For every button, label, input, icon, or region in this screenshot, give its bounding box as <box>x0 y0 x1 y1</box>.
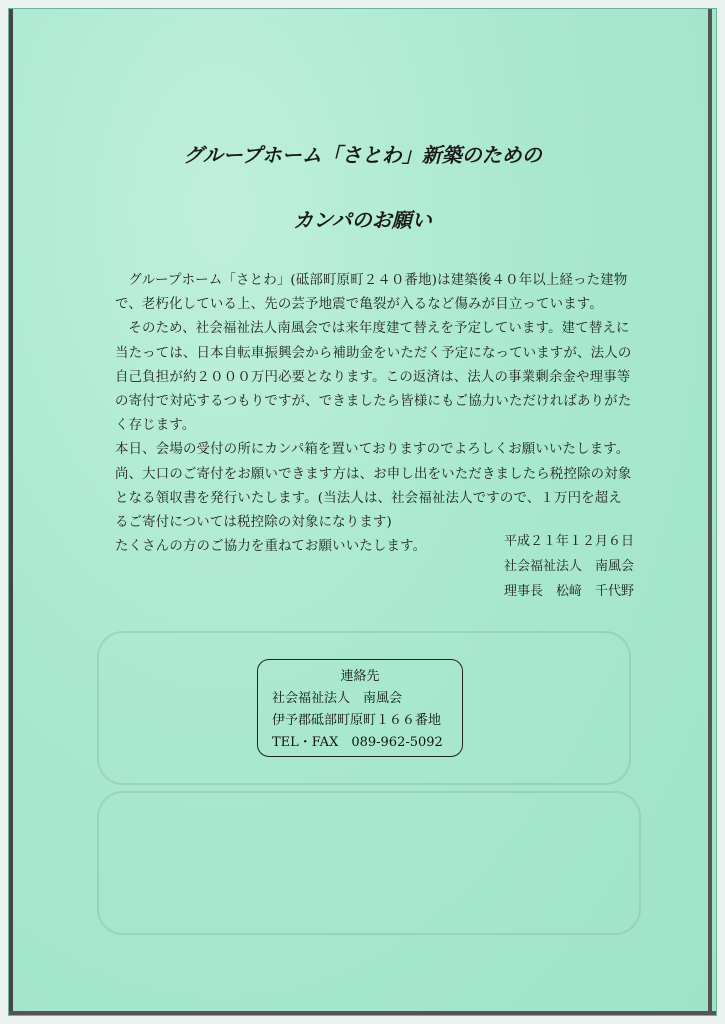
page-edge-bottom <box>9 1011 716 1015</box>
paragraph: 本日、会場の受付の所にカンパ箱を置いておりますのでよろしくお願いいたします。 <box>115 442 630 458</box>
signature-date: 平成２１年１２月６日 <box>504 534 635 549</box>
signature-person: 理事長 松﨑 千代野 <box>504 584 635 599</box>
contact-heading: 連絡先 <box>340 669 380 684</box>
signature-block <box>504 529 634 604</box>
contact-address: 伊予郡砥部町原町１６６番地 <box>272 713 442 728</box>
document-page <box>8 8 717 1016</box>
contact-phone: TEL・FAX 089-962-5092 <box>272 735 443 750</box>
show-through-box <box>97 791 641 935</box>
paragraph: グループホーム「さとわ」(砥部町原町２４０番地)は建築後４０年以上経った建物で、老朽化している上、先の芸予地震で亀裂が入るなど傷みが目立っています。 <box>115 273 628 313</box>
paragraph: 尚、大口のご寄付をお願いできます方は、お申し出をいただきましたら税控除の対象となる領収書を発行いたします。(当法人は、社会福祉法人ですので、１万円を超えるご寄付については税控除の対象になります) <box>115 466 632 531</box>
contact-box <box>257 659 463 757</box>
title-line-1: グループホーム「さとわ」新築のための <box>183 143 542 167</box>
signature-org: 社会福祉法人 南風会 <box>504 559 635 574</box>
paragraph: たくさんの方のご協力を重ねてお願いいたします。 <box>115 539 427 555</box>
paragraph: そのため、社会福祉法人南風会では来年度建て替えを予定しています。建て替えに当たっては、日本自転車振興会から補助金をいただく予定になっていますが、法人の自己負担が約２０００万円必要となります。この返済は、法人の事業剰余金や理事等の寄付で対応するつもりですが、できましたら皆様にもご協力いただければありがたく存じます。 <box>115 321 632 434</box>
body-text <box>115 269 635 559</box>
title-line-2: カンパのお願い <box>293 208 432 232</box>
contact-org: 社会福祉法人 南風会 <box>272 691 403 706</box>
